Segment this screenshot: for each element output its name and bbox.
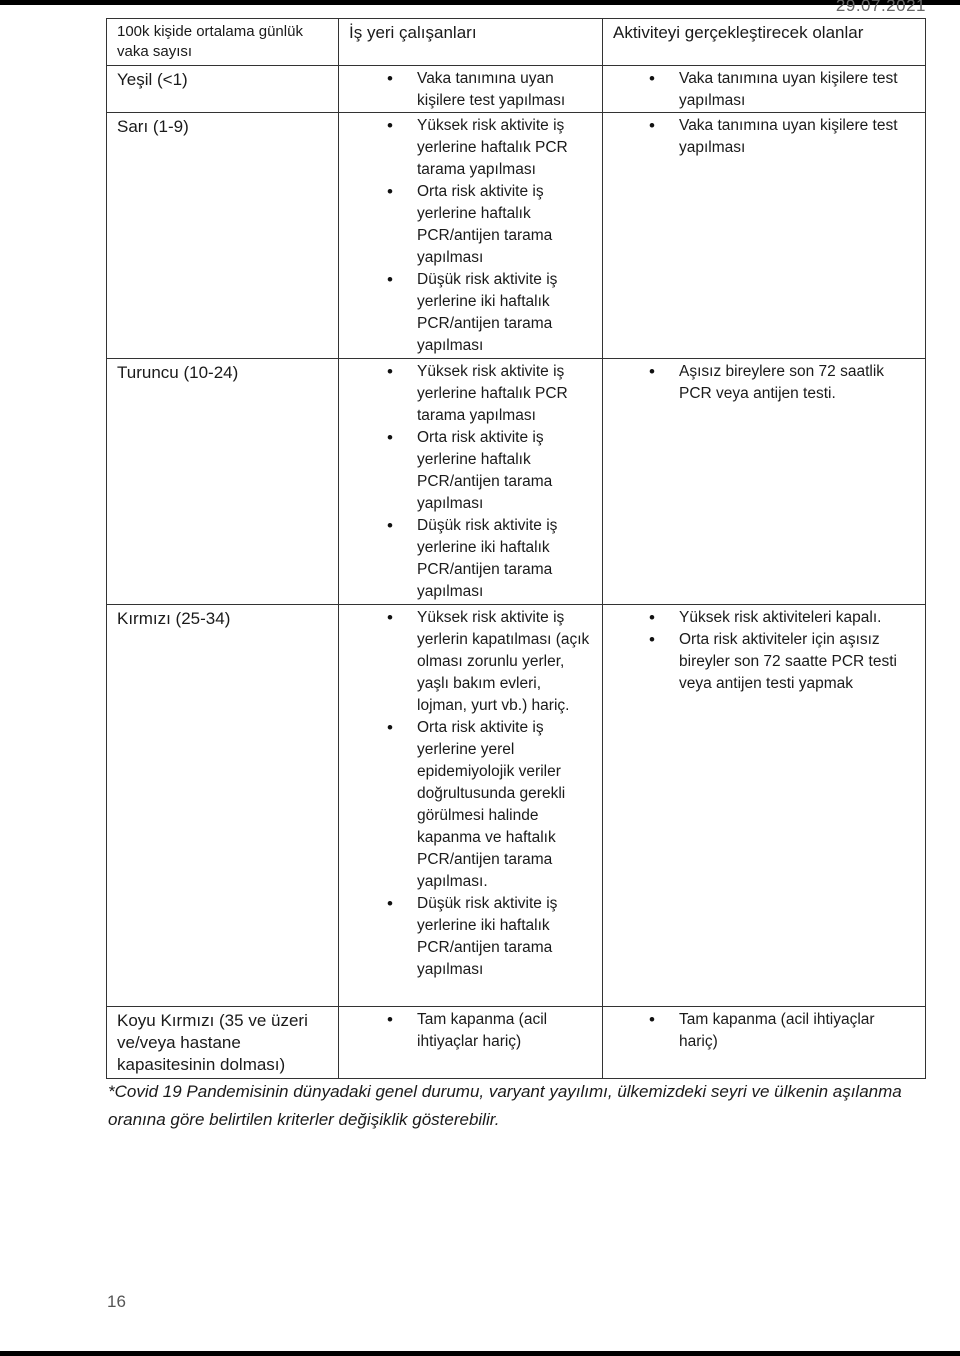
workplace-cell	[339, 605, 603, 1007]
table-header-row	[107, 19, 926, 66]
footnote: *Covid 19 Pandemisinin dünyadaki genel durumu, varyant yayılımı, ülkemizdeki seyri ve ülkenin aşılanma oranına göre belirtilen kriterler değişiklik gösterebilir.	[108, 1082, 902, 1129]
list-item: • Düşük risk aktivite iş yerlerine iki haftalık PCR/antijen tarama yapılması	[349, 515, 594, 603]
criteria-table	[106, 18, 926, 1079]
workplace-cell	[339, 1007, 603, 1079]
list-item: • Yüksek risk aktivite iş yerlerine haftalık PCR tarama yapılması	[349, 115, 594, 181]
level-cell: Sarı (1-9)	[107, 113, 339, 359]
activity-cell	[603, 1007, 926, 1079]
level-cell: Turuncu (10-24)	[107, 359, 339, 605]
list-item: • Tam kapanma (acil ihtiyaçlar hariç)	[613, 1009, 917, 1053]
list-item: • Tam kapanma (acil ihtiyaçlar hariç)	[349, 1009, 594, 1053]
top-border	[0, 0, 960, 5]
table-row	[107, 66, 926, 113]
activity-cell	[603, 113, 926, 359]
list-item: • Orta risk aktiviteler için aşısız bireyler son 72 saatte PCR testi veya antijen testi yapmak	[613, 629, 917, 695]
header-cases: 100k kişide ortalama günlük vaka sayısı	[107, 19, 339, 66]
table-row	[107, 359, 926, 605]
table-row	[107, 113, 926, 359]
activity-cell	[603, 605, 926, 1007]
header-date: 29.07.2021	[835, 0, 926, 15]
header-workplace: İş yeri çalışanları	[339, 19, 603, 66]
list-item: • Düşük risk aktivite iş yerlerine iki haftalık PCR/antijen tarama yapılması	[349, 893, 594, 981]
table-row	[107, 605, 926, 1007]
list-item: • Aşısız bireylere son 72 saatlik PCR veya antijen testi.	[613, 361, 917, 405]
list-item: • Yüksek risk aktiviteleri kapalı.	[613, 607, 917, 629]
list-item: • Vaka tanımına uyan kişilere test yapılması	[349, 68, 594, 112]
activity-cell	[603, 359, 926, 605]
workplace-cell	[339, 113, 603, 359]
page-number: 16	[107, 1292, 126, 1311]
level-cell: Yeşil (<1)	[107, 66, 339, 113]
workplace-cell	[339, 359, 603, 605]
list-item: • Orta risk aktivite iş yerlerine yerel epidemiyolojik veriler doğrultusunda gerekli görülmesi halinde kapanma ve haftalık PCR/antijen tarama yapılması.	[349, 717, 594, 893]
header-activity: Aktiviteyi gerçekleştirecek olanlar	[603, 19, 926, 66]
activity-cell	[603, 66, 926, 113]
level-cell: Kırmızı (25-34)	[107, 605, 339, 1007]
workplace-cell	[339, 66, 603, 113]
level-cell: Koyu Kırmızı (35 ve üzeri ve/veya hastane kapasitesinin dolması)	[107, 1007, 339, 1079]
list-item: • Vaka tanımına uyan kişilere test yapılması	[613, 115, 917, 159]
bottom-border	[0, 1351, 960, 1356]
list-item: • Yüksek risk aktivite iş yerlerin kapatılması (açık olması zorunlu yerler, yaşlı bakım evleri, lojman, yurt vb.) hariç.	[349, 607, 594, 717]
table-row	[107, 1007, 926, 1079]
list-item: • Düşük risk aktivite iş yerlerine iki haftalık PCR/antijen tarama yapılması	[349, 269, 594, 357]
list-item: • Vaka tanımına uyan kişilere test yapılması	[613, 68, 917, 112]
list-item: • Yüksek risk aktivite iş yerlerine haftalık PCR tarama yapılması	[349, 361, 594, 427]
list-item: • Orta risk aktivite iş yerlerine haftalık PCR/antijen tarama yapılması	[349, 427, 594, 515]
list-item: • Orta risk aktivite iş yerlerine haftalık PCR/antijen tarama yapılması	[349, 181, 594, 269]
